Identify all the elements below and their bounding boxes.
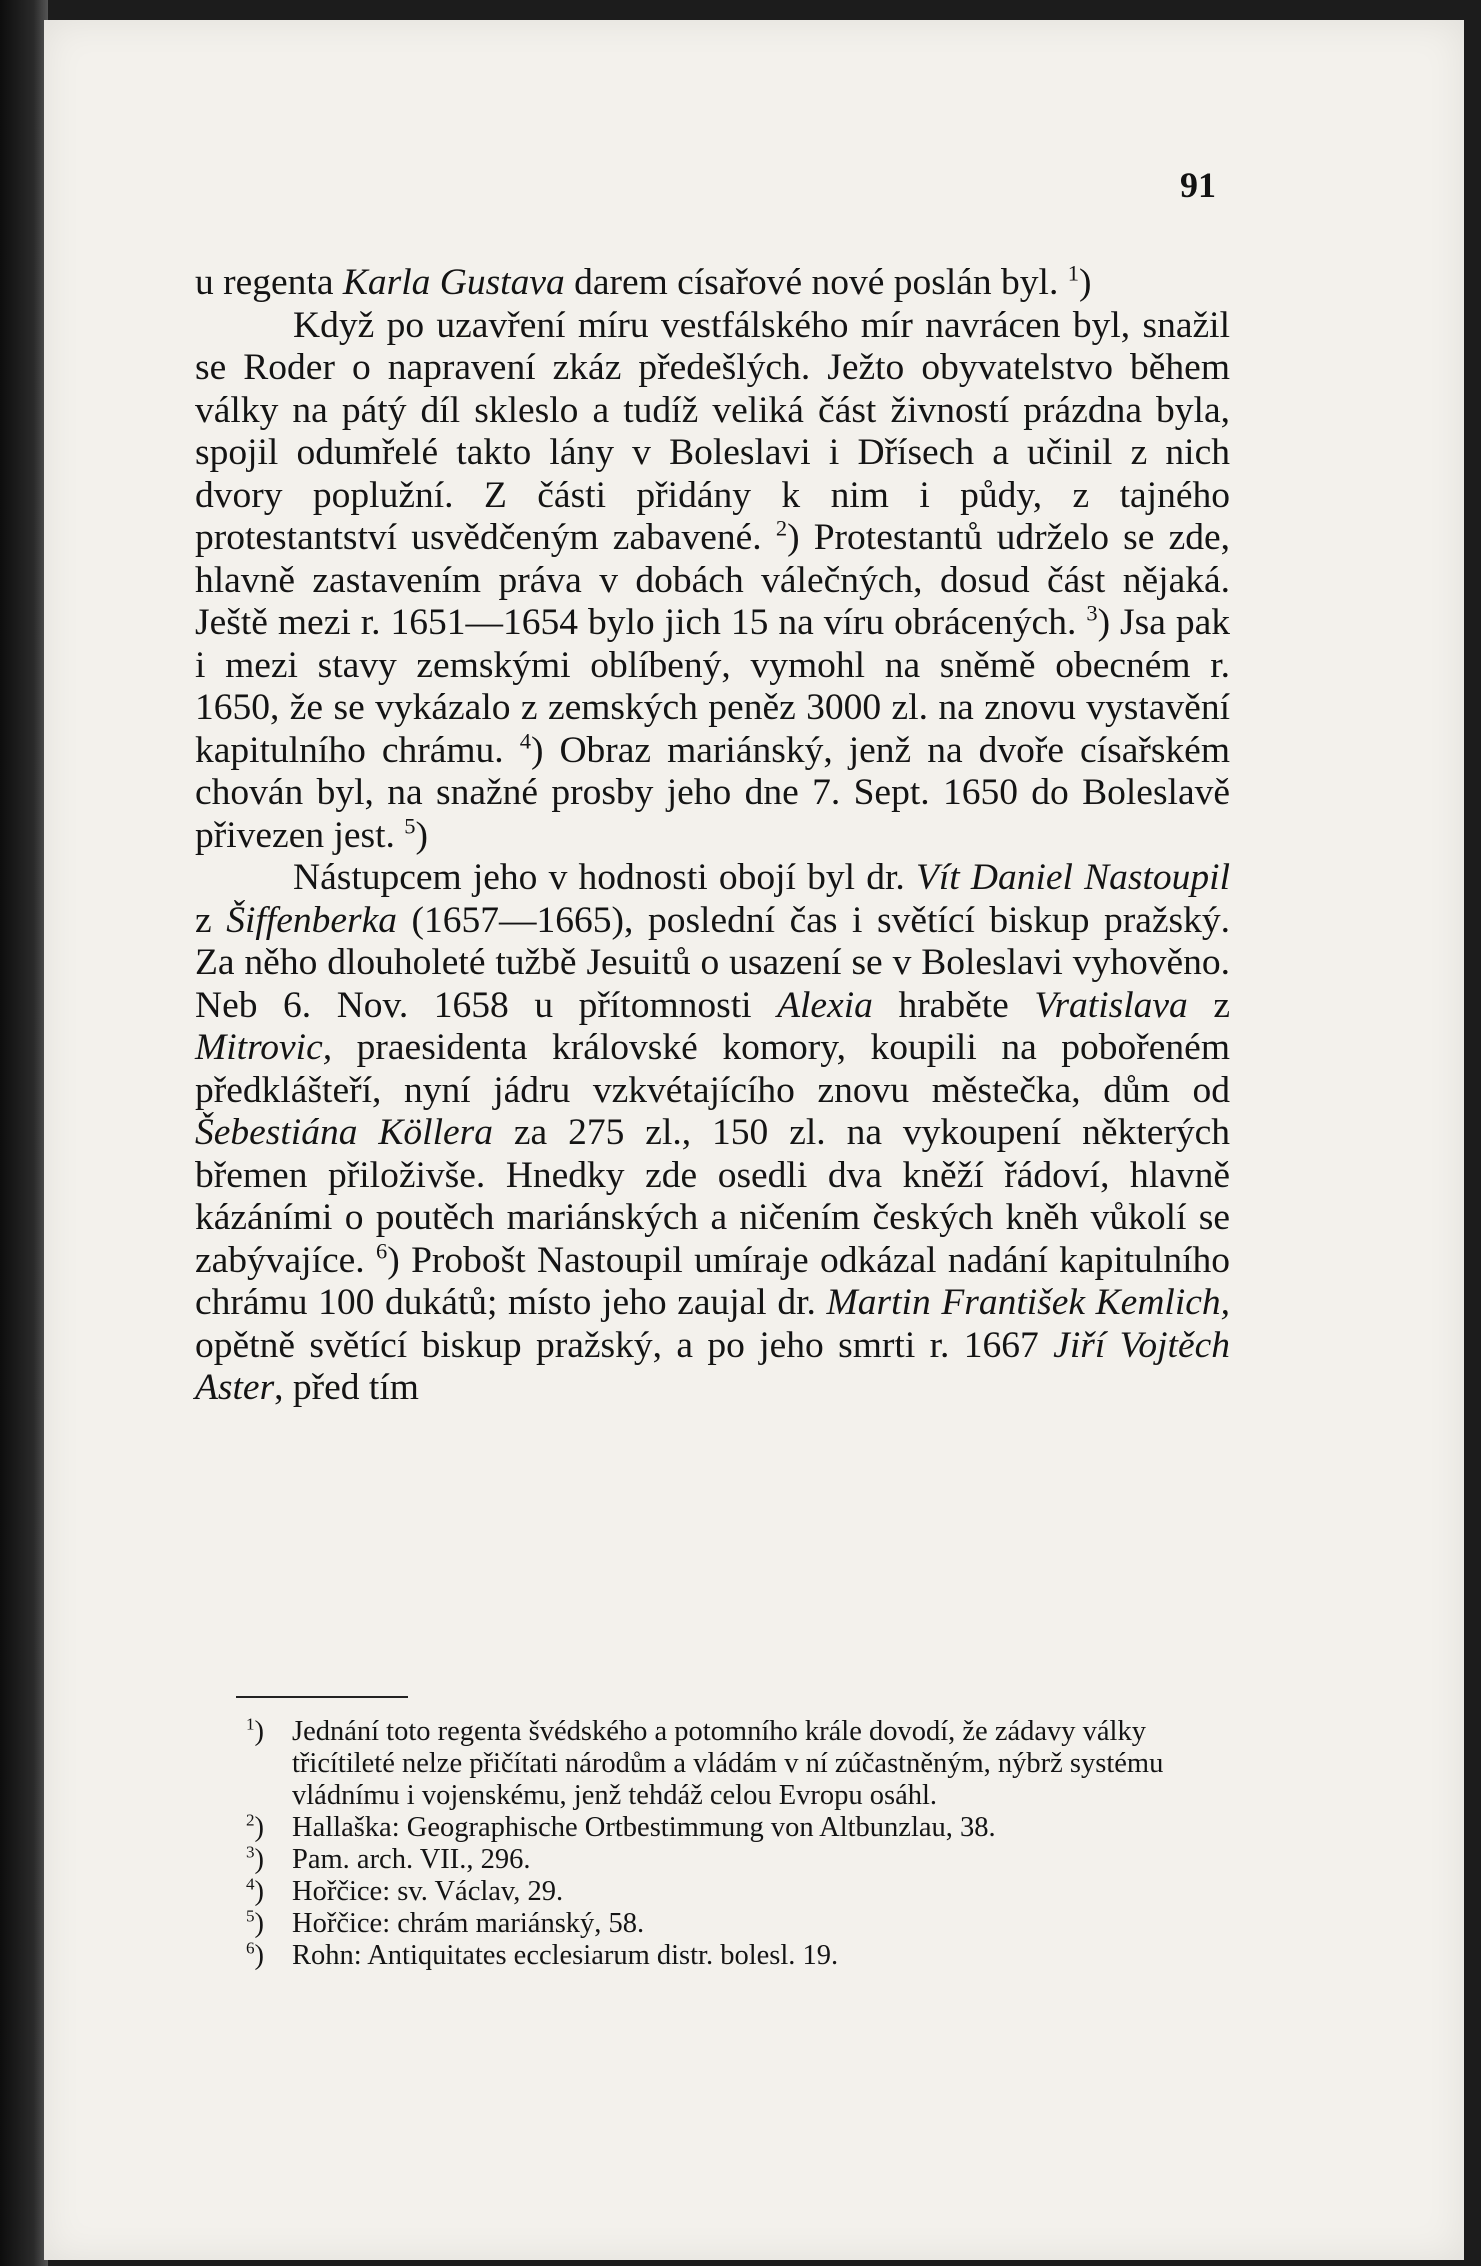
footnote-reference: 4	[519, 728, 531, 753]
text-segment: Když po uzavření míru vestfálského mír navrácen byl, snažil se Roder o napravení zkáz předešlých. Ježto obyvatelstvo během války na pátý díl skleslo a tudíž veliká část živností prázdna byla, spojil odumřelé takto lány v Boleslavi i Dřísech a učinil z nich dvory poplužní. Z části přidány k nim i půdy, z tajného protestantství usvědčeným zabavené.	[195, 304, 1230, 558]
text-segment: z	[1187, 984, 1230, 1026]
paragraph	[195, 305, 1230, 858]
italic-name: Karla Gustava	[342, 262, 565, 303]
italic-name: Vít Daniel Nastoupil	[915, 857, 1230, 898]
paragraph	[195, 262, 1230, 305]
text-segment: u regenta	[195, 262, 343, 303]
text-segment: ) Probošt Nastoupil umíraje odkázal nadání kapitulního chrámu 100 dukátů; místo jeho zaujal dr.	[195, 1239, 1230, 1323]
text-segment: (1657—1665), poslední čas i světící biskup pražský. Za něho dlouholeté tužbě Jesuitů o usazení se v Boleslavi vyhověno. Neb 6. Nov. 1658 u přítomnosti	[195, 899, 1230, 1026]
footnote-text: Hořčice: chrám mariánský, 58.	[292, 1908, 645, 1939]
footnote-reference: 3	[1086, 600, 1098, 626]
footnote	[246, 1812, 1231, 1844]
italic-name: Vratislava	[1034, 984, 1188, 1026]
footnote-number: $^1$)	[246, 1714, 265, 1747]
footnote	[246, 1716, 1231, 1812]
footnote-reference: 6	[376, 1238, 388, 1263]
italic-name: Jiří Vojtěch Aster	[195, 1324, 1230, 1408]
paragraph	[195, 857, 1230, 1410]
text-segment: )	[415, 814, 429, 856]
footnote-separator	[236, 1696, 408, 1698]
book-spine-shadow	[0, 0, 48, 2266]
footnote-text: Pam. arch. VII., 296.	[292, 1844, 531, 1875]
footnote-number-value: 5	[246, 1906, 255, 1926]
italic-name: Martin František Kemlich,	[826, 1282, 1231, 1323]
footnote-number: $^6$)	[246, 1938, 265, 1971]
italic-name: Mitrovic,	[195, 1027, 333, 1068]
text-segment: za 275 zl., 150 zl. na vykoupení některých břemen přiloživše. Hnedky zde osedli dva kněží řádoví, hlavně kázáními o poutěch mariánských a ničením českých kněh vůkolí se zabývajíce.	[195, 1112, 1230, 1281]
italic-name: Šebestiána Köllera	[195, 1112, 493, 1153]
footnote-number: $^2$)	[246, 1810, 265, 1843]
text-segment: ) Obraz mariánský, jenž na dvoře císařském chován byl, na snažné prosby jeho dne 7. Sept. 1650 do Boleslavě přivezen jest.	[195, 729, 1230, 856]
footnote-reference: 2	[775, 515, 788, 541]
footnote	[246, 1876, 1231, 1908]
footnote-number: $^5$)	[246, 1906, 265, 1939]
italic-name: Alexia	[777, 984, 873, 1026]
footnote-number-value: 3	[246, 1842, 255, 1862]
page-number: 91	[1180, 165, 1216, 205]
text-segment: ) Protestantů udrželo se zde, hlavně zastavením práva v dobách válečných, dosud část nějaká. Ještě mezi r. 1651—1654 bylo jich 15 na víru obrácených.	[195, 517, 1230, 643]
text-segment: praesidenta královské komory, koupili na pobořeném předklášteří, nyní jádru vzkvétajícího znovu městečka, dům od	[195, 1027, 1230, 1111]
text-segment: , před tím	[274, 1367, 419, 1408]
footnote-reference: 5	[404, 813, 416, 838]
footnote-number-value: 2	[246, 1810, 255, 1830]
footnote-number-value: 6	[246, 1938, 255, 1958]
footnote-text: Rohn: Antiquitates ecclesiarum distr. bolesl. 19.	[292, 1940, 839, 1971]
footnote-number: $^3$)	[246, 1842, 265, 1875]
text-segment: hraběte	[872, 984, 1035, 1026]
footnote	[246, 1908, 1231, 1940]
footnotes	[246, 1716, 1231, 1972]
text-segment: darem císařové nové poslán byl.	[564, 262, 1068, 303]
text-segment: ) Jsa pak i mezi stavy zemskými oblíbený, vymohl na sněmě obecném r. 1650, že se vykázalo z zemských peněz 3000 zl. na znovu vystavění kapitulního chrámu.	[195, 602, 1230, 771]
footnote-text: Jednání toto regenta švédského a potomního krále dovodí, že zádavy války třicítileté nelze přičítati národům a vládám v ní zúčastněným, nýbrž systému vládnímu i vojenskému, jenž tehdáž celou Evropu osáhl.	[292, 1716, 1164, 1811]
text-segment: opětně světící biskup pražský, a po jeho smrti r. 1667	[195, 1324, 1054, 1366]
text-segment: )	[1078, 262, 1092, 303]
footnote-number: $^4$)	[246, 1874, 265, 1907]
footnote-number-value: 1	[246, 1714, 255, 1734]
body-text	[195, 262, 1230, 1410]
footnote-number-value: 4	[246, 1874, 255, 1894]
footnote-text: Hallaška: Geographische Ortbestimmung von Altbunzlau, 38.	[292, 1812, 996, 1843]
text-segment: z	[195, 899, 227, 941]
footnote	[246, 1844, 1231, 1876]
text-segment: Nástupcem jeho v hodnosti obojí byl dr.	[293, 857, 916, 898]
italic-name: Šiffenberka	[226, 899, 397, 941]
footnote	[246, 1940, 1231, 1972]
footnote-reference: 1	[1067, 260, 1079, 286]
footnote-text: Hořčice: sv. Václav, 29.	[292, 1876, 564, 1907]
